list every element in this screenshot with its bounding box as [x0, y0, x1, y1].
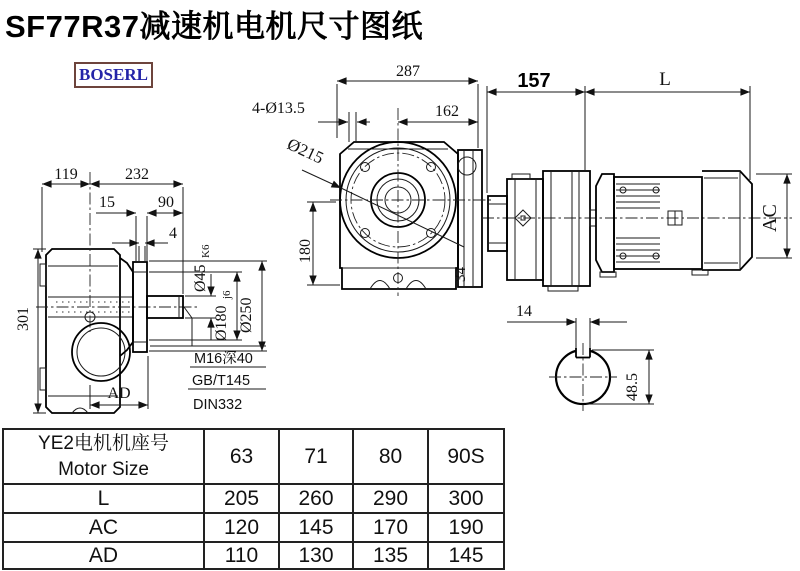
- table-corner-cell: [3, 429, 204, 484]
- dim-L: L: [659, 69, 671, 90]
- shaft-section: [507, 303, 654, 411]
- dim-232: 232: [125, 166, 149, 183]
- column-90S: 90S: [428, 429, 504, 484]
- cell-L-63: 205: [204, 484, 279, 513]
- table-header-row: [3, 429, 504, 484]
- cell-AC-90S: 190: [428, 513, 504, 542]
- cell-L-80: 290: [353, 484, 428, 513]
- dim-14: 14: [516, 303, 532, 320]
- column-71: 71: [279, 429, 353, 484]
- cell-AC-63: 120: [204, 513, 279, 542]
- cell-AD-71: 130: [279, 542, 353, 569]
- cell-AC-80: 170: [353, 513, 428, 542]
- dim-spigot-tol: j6: [221, 290, 233, 299]
- row-label-AC: AC: [3, 513, 204, 542]
- note-m16: M16深40: [194, 351, 253, 367]
- cell-L-71: 260: [279, 484, 353, 513]
- dim-301: 301: [15, 307, 32, 331]
- dim-4: 4: [169, 225, 177, 242]
- page-title: SF77R37减速机电机尺寸图纸: [5, 9, 423, 44]
- dim-34: 34: [453, 267, 469, 282]
- table-row-L: [3, 484, 504, 513]
- cell-AD-63: 110: [204, 542, 279, 569]
- dim-119: 119: [54, 166, 78, 183]
- table-row-AD: [3, 542, 504, 569]
- table-row-AC: [3, 513, 504, 542]
- table-header-en: Motor Size: [58, 458, 149, 480]
- cell-AC-71: 145: [279, 513, 353, 542]
- dim-shaft-tol: K6: [200, 244, 212, 258]
- column-63: 63: [204, 429, 279, 484]
- dim-spigot-dia: Ø180: [213, 305, 230, 341]
- row-label-AD: AD: [3, 542, 204, 569]
- row-label-L: L: [3, 484, 204, 513]
- dim-180: 180: [297, 239, 314, 263]
- dim-AC: AC: [759, 204, 781, 232]
- dim-bolt-holes: 4-Ø13.5: [252, 100, 305, 117]
- dim-287: 287: [396, 63, 420, 80]
- dim-162: 162: [435, 103, 459, 120]
- side-view: [15, 166, 267, 413]
- brand-logo: BOSERL: [74, 62, 153, 88]
- dim-AD: AD: [107, 385, 131, 402]
- cell-L-90S: 300: [428, 484, 504, 513]
- dim-flange-circle: Ø215: [284, 134, 327, 168]
- front-view: [252, 63, 492, 296]
- cell-AD-90S: 145: [428, 542, 504, 569]
- cell-AD-80: 135: [353, 542, 428, 569]
- dim-90: 90: [158, 194, 174, 211]
- dim-flange-dia: Ø250: [238, 297, 255, 333]
- dim-157: 157: [517, 70, 551, 92]
- dim-15: 15: [99, 194, 115, 211]
- note-gbt145: GB/T145: [192, 373, 251, 389]
- motor-size-table: [2, 428, 505, 570]
- motor-view: [482, 69, 792, 291]
- table-header-cn: YE2电机机座号: [38, 432, 169, 454]
- note-din332: DIN332: [193, 397, 243, 413]
- column-80: 80: [353, 429, 428, 484]
- dim-48-5: 48.5: [624, 373, 641, 401]
- dim-shaft-dia: Ø45: [192, 264, 209, 292]
